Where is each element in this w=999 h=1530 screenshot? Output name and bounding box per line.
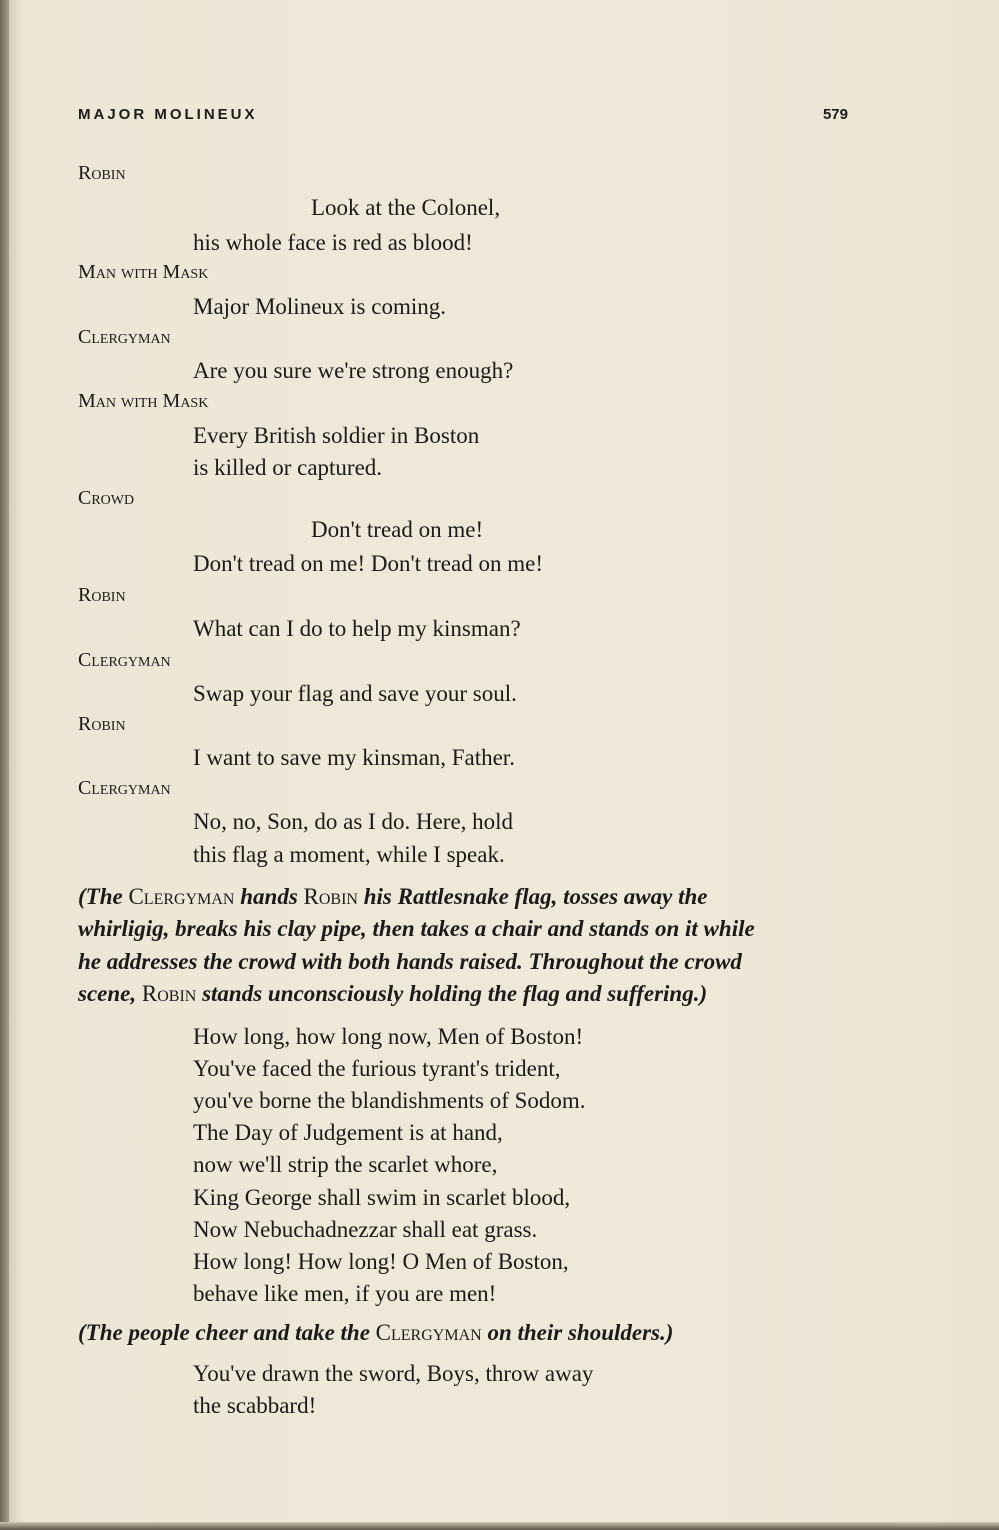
dialogue-line: his whole face is red as blood! [193,230,473,255]
speech-line: You've faced the furious tyrant's trident, [193,1056,561,1081]
speech-line: behave like men, if you are men! [193,1281,497,1306]
speech-line: How long, how long now, Men of Boston! [193,1024,584,1049]
speech-line: King George shall swim in scarlet blood, [193,1185,571,1210]
speaker-name: Clergyman [78,326,171,348]
page-header [78,106,848,130]
speaker-name: Robin [78,584,126,606]
dialogue-line: Swap your flag and save your soul. [193,681,517,706]
book-gutter [0,0,9,1530]
direction-text: his Rattlesnake flag, tosses away the [357,884,708,909]
stage-direction: whirligig, breaks his clay pipe, then takes a chair and stands on it while [78,916,755,941]
stage-direction [78,885,848,908]
character-name: Robin [141,981,197,1006]
speaker-name: Robin [78,713,126,735]
speaker-name: Man with Mask [78,390,209,412]
speech-line: Now Nebuchadnezzar shall eat grass. [193,1217,538,1242]
page-bottom-edge [0,1522,999,1530]
direction-text: (The [78,884,129,909]
speech-line: you've borne the blandishments of Sodom. [193,1088,586,1113]
direction-text: hands [234,884,304,909]
speaker-name: Clergyman [78,649,171,671]
stage-direction [78,1321,848,1344]
dialogue-line: Every British soldier in Boston [193,423,480,448]
speaker-name: Crowd [78,487,135,509]
character-name: Robin [303,884,358,909]
speech-line: the scabbard! [193,1393,317,1418]
direction-text: on their shoulders.) [481,1320,674,1345]
dialogue-line: Don't tread on me! [311,517,484,542]
dialogue-line: is killed or captured. [193,455,383,480]
dialogue-line: this flag a moment, while I speak. [193,842,505,867]
speaker-name: Man with Mask [78,261,209,283]
speaker-name: Clergyman [78,777,171,799]
dialogue-line: Don't tread on me! Don't tread on me! [193,551,543,576]
direction-text: (The people cheer and take the [78,1320,376,1345]
speech-line: How long! How long! O Men of Boston, [193,1249,569,1274]
speaker-name: Robin [78,162,126,184]
dialogue-line: I want to save my kinsman, Father. [193,745,515,770]
dialogue-line: What can I do to help my kinsman? [193,616,521,641]
character-name: Clergyman [128,884,235,909]
direction-text: scene, [78,981,142,1006]
speech-line: now we'll strip the scarlet whore, [193,1152,498,1177]
dialogue-line: Are you sure we're strong enough? [193,358,514,383]
character-name: Clergyman [375,1320,482,1345]
direction-text: stands unconsciously holding the flag and suffering.) [196,981,708,1006]
running-head: MAJOR MOLINEUX [78,106,258,123]
stage-direction: he addresses the crowd with both hands raised. Throughout the crowd [78,949,742,974]
dialogue-line: No, no, Son, do as I do. Here, hold [193,809,514,834]
page-number: 579 [822,106,848,123]
speech-line: You've drawn the sword, Boys, throw away [193,1361,594,1386]
speech-line: The Day of Judgement is at hand, [193,1120,503,1145]
dialogue-line: Major Molineux is coming. [193,294,446,319]
stage-direction [78,982,848,1005]
dialogue-line: Look at the Colonel, [311,195,501,220]
